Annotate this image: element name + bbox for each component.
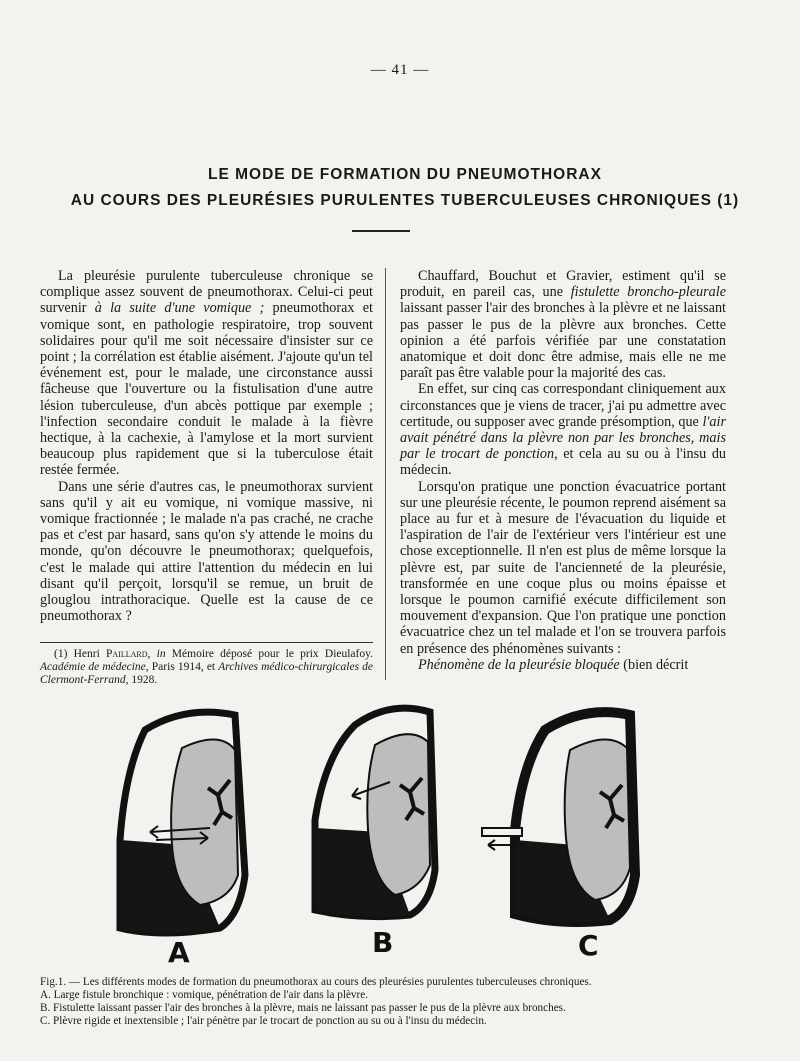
caption-line-2: A. Large fistule bronchique : vomique, pénétration de l'air dans la plèvre. [40,989,369,1001]
figure-caption [40,976,740,1028]
caption-line-3: B. Fistulette laissant passer l'air des bronches à la plèvre, mais ne laissant pas passer le pus de la plèvre aux bronches. [40,1002,566,1014]
title-separator-rule [352,230,410,232]
footnote-rule [40,642,373,643]
right-paragraph-3: Lorsqu'on pratique une ponction évacuatrice portant sur une pleurésie récente, le poumon reprend aisément sa place au fur et à mesure de l'évacuation du liquide et l'aspiration de l'air de l'extérieur vers l'intérieur est une chose exceptionnelle. Il n'en est plus de même lorsque la plèvre est, par suite de l'ancienneté de la pleurésie, transformée en une coque plus ou moins épaisse et lorsque le poumon carnifié exécute difficilement son mouvement d'expansion. Que l'on pratique une ponction évacuatrice chez un tel malade et l'on se trouvera parfois en présence des phénomènes suivants : [400,478,726,657]
right-paragraph-4 [400,657,726,673]
text-run: Mémoire déposé pour le prix Dieulafoy. [165,648,373,660]
caption-line-1: Fig.1. — Les différents modes de formation du pneumothorax au cours des pleurésies purulentes tuberculeuses chroniques. [40,976,592,988]
right-text-column [400,268,726,673]
italic-run: l'air avait pénétré dans la plèvre non par les bronches, mais par le trocart de ponction [400,413,726,463]
diagram-label-b: B [372,926,394,959]
diagram-a [120,712,245,969]
trocar [482,828,522,836]
text-run: En effet, sur cinq cas correspondant cliniquement aux circonstances que je viens de tracer, j'ai pu admettre avec certitude, ou supposer avec grande présomption, que [400,381,726,430]
text-run: , 1928. [125,674,158,686]
left-paragraph-2: Dans une série d'autres cas, le pneumothorax survient sans qu'il y ait eu vomique, ni vomique massive, ni vomique fractionnée ; le malade n'a pas craché, ne crache pas et c'est par hasard, sans qu'on s'y attende le moins du monde, qu'on découvre le pneumothorax; quelquefois, c'est le malade qui attire l'attention du médecin en lui disant qu'il perçoit, lorsqu'il se remue, un bruit de glouglou intrathoracique. Quelle est la cause de ce pneumothorax ? [40,478,373,625]
page-number: — 41 — [370,62,430,78]
right-paragraph-1 [400,268,726,381]
lung-b [367,734,430,895]
text-run: , et cela au su ou à l'insu du médecin. [400,446,727,479]
text-run: Chauffard, Bouchut et Gravier, estiment qu'il se produit, en pareil cas, une [400,268,726,301]
text-run: laissant passer l'air des bronches à la plèvre et ne laissant pas passer le pus de la plèvre aux bronches. Cette opinion a été parfois vérifiée par une constatation anatomique et doit donc être admise, mais elle ne me paraît pas être valable pour la majorité des cas. [400,300,726,382]
italic-run: Archives médico-chirurgicales de Clermont-Ferrand [40,661,373,686]
right-paragraph-2 [400,381,726,478]
column-divider [385,268,386,680]
article-title-line-1: LE MODE DE FORMATION DU PNEUMOTHORAX [208,166,602,183]
footnote-author: Paillard [106,648,148,660]
caption-line-4: C. Plèvre rigide et inextensible ; l'air pénètre par le trocart de ponction au su ou à l'insu du médecin. [40,1015,487,1027]
italic-run: in [156,648,166,660]
italic-run: fistulette broncho-pleurale [570,284,726,301]
italic-run: à la suite d'une vomique ; [94,300,265,317]
text-run: La pleurésie purulente tuberculeuse chronique se complique assez souvent de pneumothorax. Celui-ci peut survenir [40,268,373,317]
footnote [40,648,373,687]
diagram-label-a: A [168,936,190,969]
diagram-label-c: C [578,929,599,962]
italic-run: Phénomène de la pleurésie bloquée [418,656,620,673]
left-paragraph-1 [40,268,373,479]
pneumothorax-figure [90,700,730,970]
text-run: (1) Henri [54,648,107,660]
diagram-c [482,712,635,962]
italic-run: Académie de médecine [40,661,146,673]
text-run: , [147,648,157,660]
text-run: , Paris 1914, et [145,661,219,673]
text-run: pneumothorax et vomique sont, en pathologie respiratoire, trop souvent solidaires pour qu'il me soit nécessaire d'insister sur ce point ; la corrélation est établie aisément. J'ajoute qu'un tel événement est, pour le malade, une circonstance aussi fâcheuse que l'ouverture ou la fistulisation d'une autre lésion tuberculeuse, d'un abcès pottique par exemple ; l'infection secondaire conduit le malade à la fièvre hectique, à la cachexie, à l'amylose et la mort survient beaucoup plus rapidement que si la tuberculose était restée fermée. [40,300,373,479]
diagram-b [315,708,435,959]
lung-a [171,739,238,905]
article-title-line-2: AU COURS DES PLEURÉSIES PURULENTES TUBERCULEUSES CHRONIQUES (1) [70,192,740,209]
text-run: (bien décrit [619,656,689,673]
left-text-column [40,268,373,624]
